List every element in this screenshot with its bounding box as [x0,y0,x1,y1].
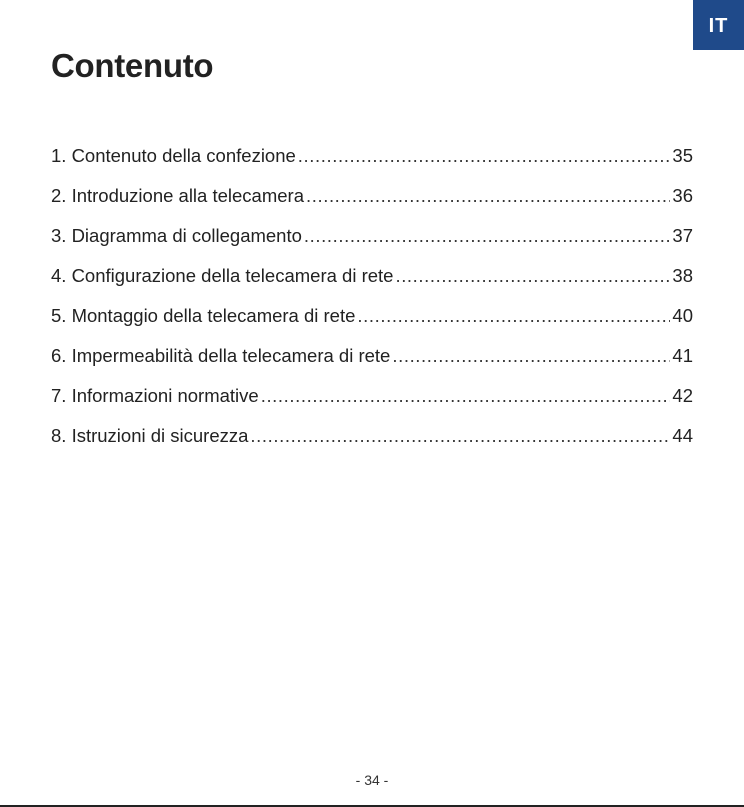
toc-dot-leader [298,145,671,167]
toc-entry-page: 42 [672,385,693,406]
toc-entry-page: 41 [672,345,693,366]
toc-entry[interactable] [51,425,693,465]
toc-entry-page: 40 [672,305,693,326]
toc-dot-leader [306,185,670,207]
toc-dot-leader [304,225,671,247]
toc-entry-label: 4. Configurazione della telecamera di rete [51,265,394,286]
toc-entry-page: 38 [672,265,693,286]
toc-entry-label: 2. Introduzione alla telecamera [51,185,304,206]
toc-entry-label: 1. Contenuto della confezione [51,145,296,166]
toc-entry[interactable] [51,385,693,425]
toc-dot-leader [261,385,671,407]
page-number: - 34 - [355,772,389,788]
toc-dot-leader [392,345,670,367]
toc-entry[interactable] [51,145,693,185]
language-tab: IT [693,0,744,50]
toc-entry[interactable] [51,305,693,345]
toc-dot-leader [357,305,670,327]
toc-entry[interactable] [51,185,693,225]
toc-entry[interactable] [51,345,693,385]
toc-dot-leader [250,425,670,447]
toc-entry-label: 7. Informazioni normative [51,385,259,406]
toc-entry-label: 8. Istruzioni di sicurezza [51,425,249,446]
toc-entry[interactable] [51,265,693,305]
toc-entry-label: 3. Diagramma di collegamento [51,225,302,246]
toc-entry-page: 35 [672,145,693,166]
table-of-contents [51,145,693,465]
toc-entry-page: 44 [672,425,693,446]
toc-entry-label: 5. Montaggio della telecamera di rete [51,305,356,326]
page-title: Contenuto [51,47,214,84]
toc-entry-label: 6. Impermeabilità della telecamera di rete [51,345,391,366]
toc-entry-page: 36 [672,185,693,206]
toc-entry-page: 37 [672,225,693,246]
toc-entry[interactable] [51,225,693,265]
toc-dot-leader [395,265,670,287]
